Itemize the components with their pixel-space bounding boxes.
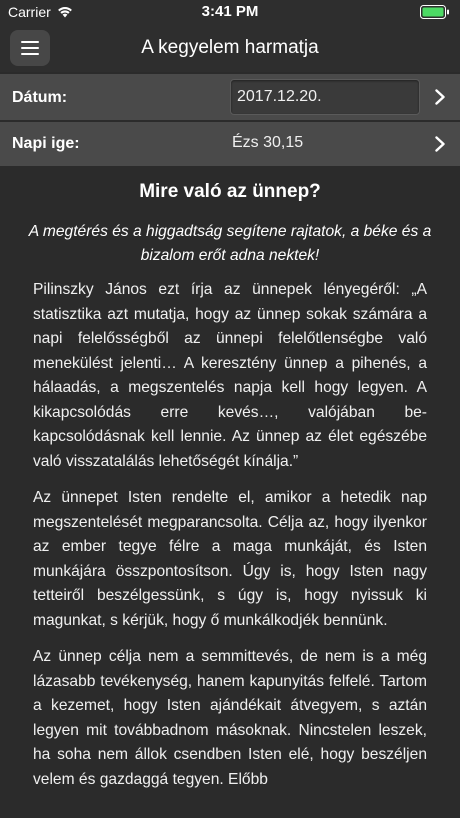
chevron-right-icon[interactable] — [434, 136, 446, 152]
date-row[interactable] — [0, 74, 460, 120]
article-body — [33, 278, 427, 804]
battery-icon — [420, 5, 450, 19]
page-title: A kegyelem harmatja — [141, 37, 319, 58]
daily-verse-label: Napi ige: — [12, 135, 80, 152]
date-label: Dátum: — [12, 89, 68, 106]
article-content[interactable] — [0, 166, 460, 818]
article-title: Mire való az ünnep? — [139, 181, 321, 202]
navigation-bar — [0, 24, 460, 72]
date-field[interactable] — [230, 79, 420, 115]
date-value: 2017.12.20. — [237, 88, 322, 105]
article-paragraph: Pilinszky János ezt írja az ünnepek lényegéről: „A statisztika azt mutatja, hogy az ünnep sokak számára a napi felelősségből az ünnepi felelőtlenségbe való menekülést jelenti… A keresztény ünnep a pihenés, a hálaadás, a megszentelés napja kell hogy legyen. A kikapcsolódás erre kevés…, valójában bekapcsolódásnak kell lennie. Az ünnep az élet egészébe való visszatalálás lehetőségét kínálja.” — [33, 281, 427, 470]
daily-verse-row[interactable] — [0, 122, 460, 166]
daily-verse-value: Ézs 30,15 — [232, 134, 304, 151]
article-paragraph: Az ünnep célja nem a semmittevés, de nem is a még lázasabb tevékenység, hanem kapunyitás felfelé. Tartom a kezemet, hogy Isten ajándékait átvegyem, s aztán legyen mit továbbadnom másoknak. Nincstelen leszek, ha soha nem állok csendben Isten elé, hogy beszéljen velem és gazdaggá tegyen. Előbb — [33, 648, 427, 788]
clock: 3:41 PM — [201, 3, 259, 20]
chevron-right-icon[interactable] — [434, 89, 446, 105]
status-bar — [0, 0, 460, 24]
carrier-label: Carrier — [8, 4, 51, 20]
article-paragraph: Az ünnepet Isten rendelte el, amikor a hetedik nap megszentelését megparancsolta. Célja az, hogy ilyenkor az ember tegye félre a maga munkáját, és Isten munkájára összpontosítson. Úgy is, hogy Isten nagy tetteiről beszélgessünk, s úgy is, hogy nyissuk ki magunkat, s kérjük, hogy ő munkálkodjék bennünk. — [33, 489, 427, 629]
article-lead-verse: A megtérés és a higgadtság segítene rajtatok, a béke és a bizalom erőt adna nektek! — [28, 223, 432, 264]
